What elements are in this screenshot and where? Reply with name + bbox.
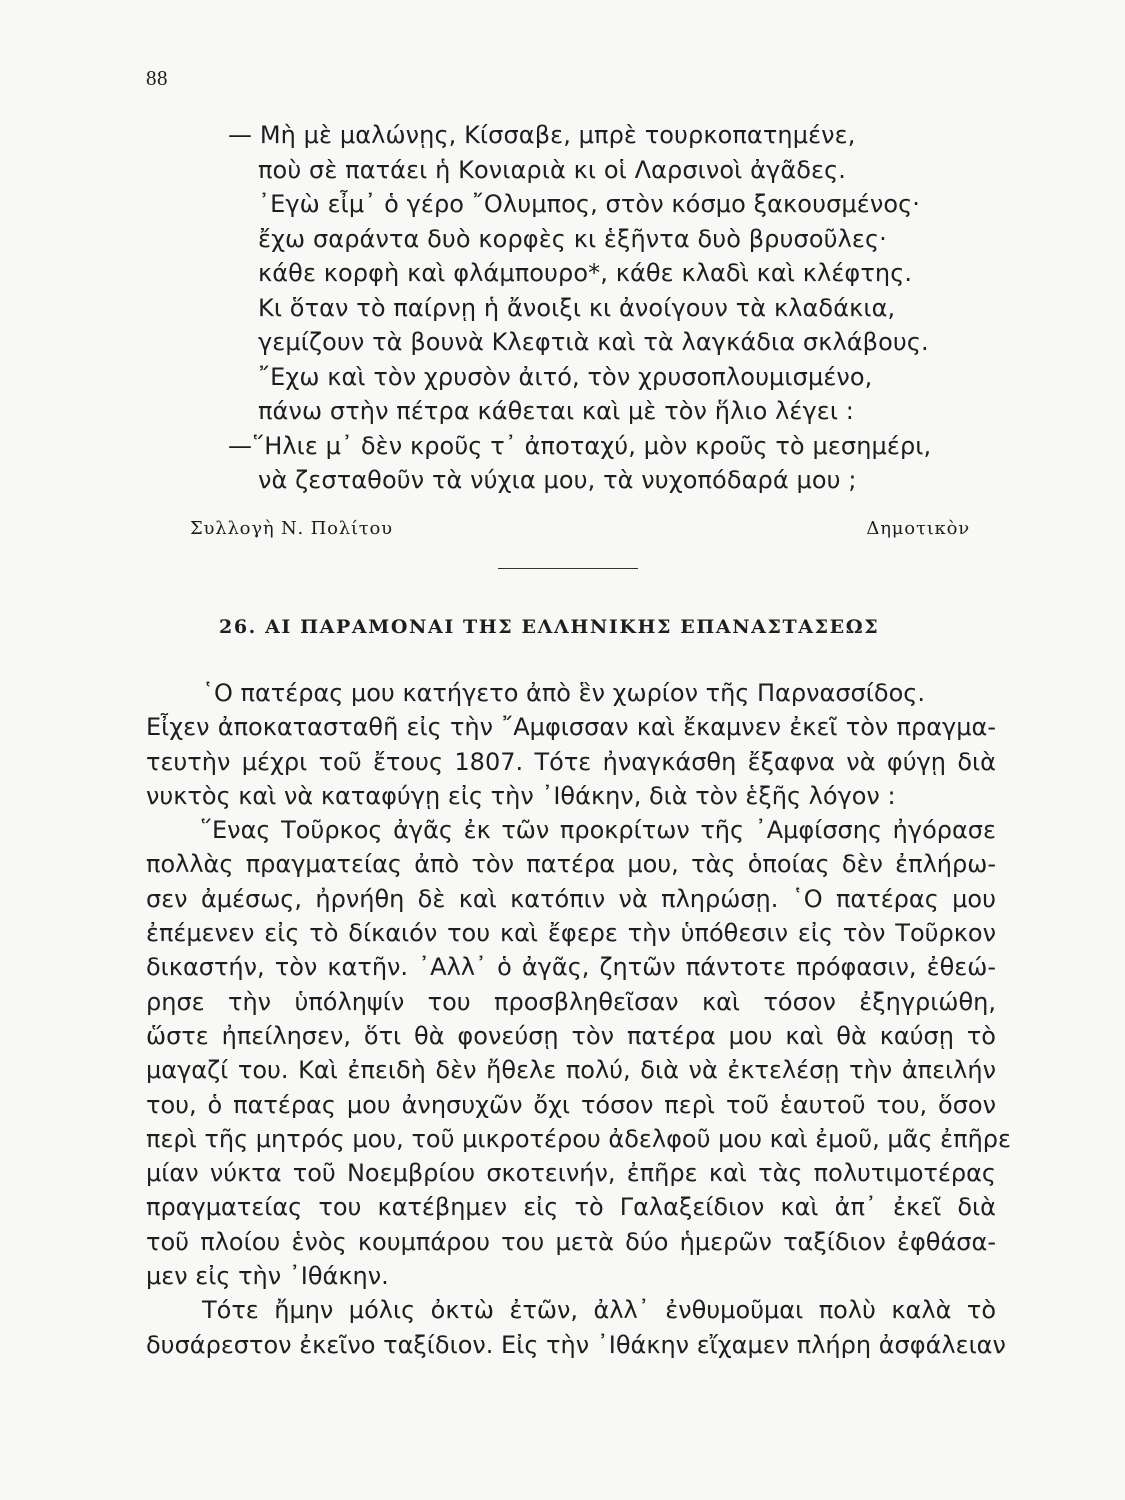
- prose-line: Τότε ἤμην μόλις ὀκτὼ ἐτῶν, ἀλλ᾿ ἐνθυμοῦμαι πολὺ καλὰ τὸ: [202, 1296, 996, 1325]
- poem-line: Κι ὅταν τὸ παίρνῃ ἡ ἄνοιξι κι ἀνοίγουν τὰ κλαδάκια,: [258, 293, 896, 322]
- prose-line: μίαν νύκτα τοῦ Νοεμβρίου σκοτεινήν, ἐπῆρε καὶ τὰς πολυτιμοτέρας: [146, 1159, 996, 1188]
- poem-line: γεμίζουν τὰ βουνὰ Κλεφτιὰ καὶ τὰ λαγκάδια σκλάβους.: [258, 328, 929, 356]
- poem-line: ποὺ σὲ πατάει ἡ Κονιαριὰ κι οἱ Λαρσινοὶ ἀγᾶδες.: [258, 155, 847, 184]
- prose-line: ῾Ο πατέρας μου κατήγετο ἀπὸ ἓν χωρίον τῆς Παρνασσίδος.: [202, 679, 925, 707]
- prose-line: ῞Ενας Τοῦρκος ἀγᾶς ἐκ τῶν προκρίτων τῆς ᾿Αμφίσσης ἠγόρασε: [200, 816, 996, 845]
- source-collection: Συλλογὴ Ν. Πολίτου: [190, 518, 393, 539]
- prose-line: νυκτὸς καὶ νὰ καταφύγῃ εἰς τὴν ᾿Ιθάκην, διὰ τὸν ἑξῆς λόγον :: [146, 781, 896, 810]
- prose-line: δικαστήν, τὸν κατῆν. ᾿Αλλ᾿ ὁ ἀγᾶς, ζητῶν πάντοτε πρόφασιν, ἐθεώ-: [146, 953, 996, 982]
- prose-line: μαγαζί του. Καὶ ἐπειδὴ δὲν ἤθελε πολύ, διὰ νὰ ἐκτελέσῃ τὴν ἀπειλήν: [146, 1056, 996, 1085]
- prose-line: πραγματείας του κατέβημεν εἰς τὸ Γαλαξείδιον καὶ ἀπ᾿ ἐκεῖ διὰ: [146, 1193, 996, 1222]
- prose-line: τοῦ πλοίου ἑνὸς κουμπάρου του μετὰ δύο ἡμερῶν ταξίδιον ἐφθάσα-: [146, 1227, 996, 1256]
- prose-line: μεν εἰς τὴν ᾿Ιθάκην.: [146, 1262, 389, 1291]
- section-title: 26. ΑΙ ΠΑΡΑΜΟΝΑΙ ΤΗΣ ΕΛΛΗΝΙΚΗΣ ΕΠΑΝΑΣΤΑΣΕΩΣ: [219, 616, 880, 638]
- prose-line: Εἶχεν ἀποκατασταθῆ εἰς τὴν ῎Αμφισσαν καὶ ἔκαμνεν ἐκεῖ τὸν πραγμα-: [146, 713, 996, 742]
- page-number: 88: [146, 66, 168, 90]
- poem-line: ᾿Εγὼ εἶμ᾿ ὁ γέρο ῎Ολυμπος, στὸν κόσμο ξακουσμένος·: [258, 190, 921, 218]
- prose-line: σεν ἀμέσως, ἠρνήθη δὲ καὶ κατόπιν νὰ πληρώσῃ. ῾Ο πατέρας μου: [146, 884, 996, 913]
- poem: [228, 118, 998, 498]
- source-genre: Δημοτικὸν: [866, 518, 970, 539]
- poem-line: ῎Εχω καὶ τὸν χρυσὸν ἀιτό, τὸν χρυσοπλουμισμένο,: [258, 362, 873, 391]
- poem-line: πάνω στὴν πέτρα κάθεται καὶ μὲ τὸν ἥλιο λέγει :: [258, 397, 854, 425]
- poem-line: κάθε κορφὴ καὶ φλάμπουρο*, κάθε κλαδὶ καὶ κλέφτης.: [258, 259, 913, 287]
- prose-line: του, ὁ πατέρας μου ἀνησυχῶν ὄχι τόσον περὶ τοῦ ἑαυτοῦ του, ὅσον: [146, 1090, 996, 1119]
- prose-line: τευτὴν μέχρι τοῦ ἔτους 1807. Τότε ἠναγκάσθη ἔξαφνα νὰ φύγῃ διὰ: [146, 747, 996, 776]
- poem-line: ἔχω σαράντα δυὸ κορφὲς κι ἑξῆντα δυὸ βρυσοῦλες·: [258, 224, 887, 253]
- prose-body: [146, 676, 1012, 1362]
- section-divider: [498, 568, 638, 569]
- prose-line: ρησε τὴν ὑπόληψίν του προσβληθεῖσαν καὶ τόσον ἐξηγριώθη,: [146, 987, 996, 1016]
- prose-line: ὥστε ἠπείλησεν, ὅτι θὰ φονεύσῃ τὸν πατέρα μου καὶ θὰ καύσῃ τὸ: [146, 1021, 996, 1050]
- prose-line: περὶ τῆς μητρός μου, τοῦ μικροτέρου ἀδελφοῦ μου καὶ ἐμοῦ, μᾶς ἐπῆρε: [146, 1124, 1012, 1153]
- prose-line: πολλὰς πραγματείας ἀπὸ τὸν πατέρα μου, τὰς ὁποίας δὲν ἐπλήρω-: [146, 850, 996, 879]
- poem-line: —῞Ηλιε μ᾿ δὲν κροῦς τ᾿ ἀποταχύ, μὸν κροῦς τὸ μεσημέρι,: [228, 431, 932, 460]
- prose-line: ἐπέμενεν εἰς τὸ δίκαιόν του καὶ ἔφερε τὴν ὑπόθεσιν εἰς τὸν Τοῦρκον: [146, 919, 996, 948]
- poem-line: — Μὴ μὲ μαλώνῃς, Κίσσαβε, μπρὲ τουρκοπατημένε,: [228, 121, 856, 149]
- poem-line: νὰ ζεσταθοῦν τὰ νύχια μου, τὰ νυχοπόδαρά μου ;: [258, 466, 857, 494]
- prose-line: δυσάρεστον ἐκεῖνο ταξίδιον. Εἰς τὴν ᾿Ιθάκην εἴχαμεν πλήρη ἀσφάλειαν: [146, 1330, 1006, 1359]
